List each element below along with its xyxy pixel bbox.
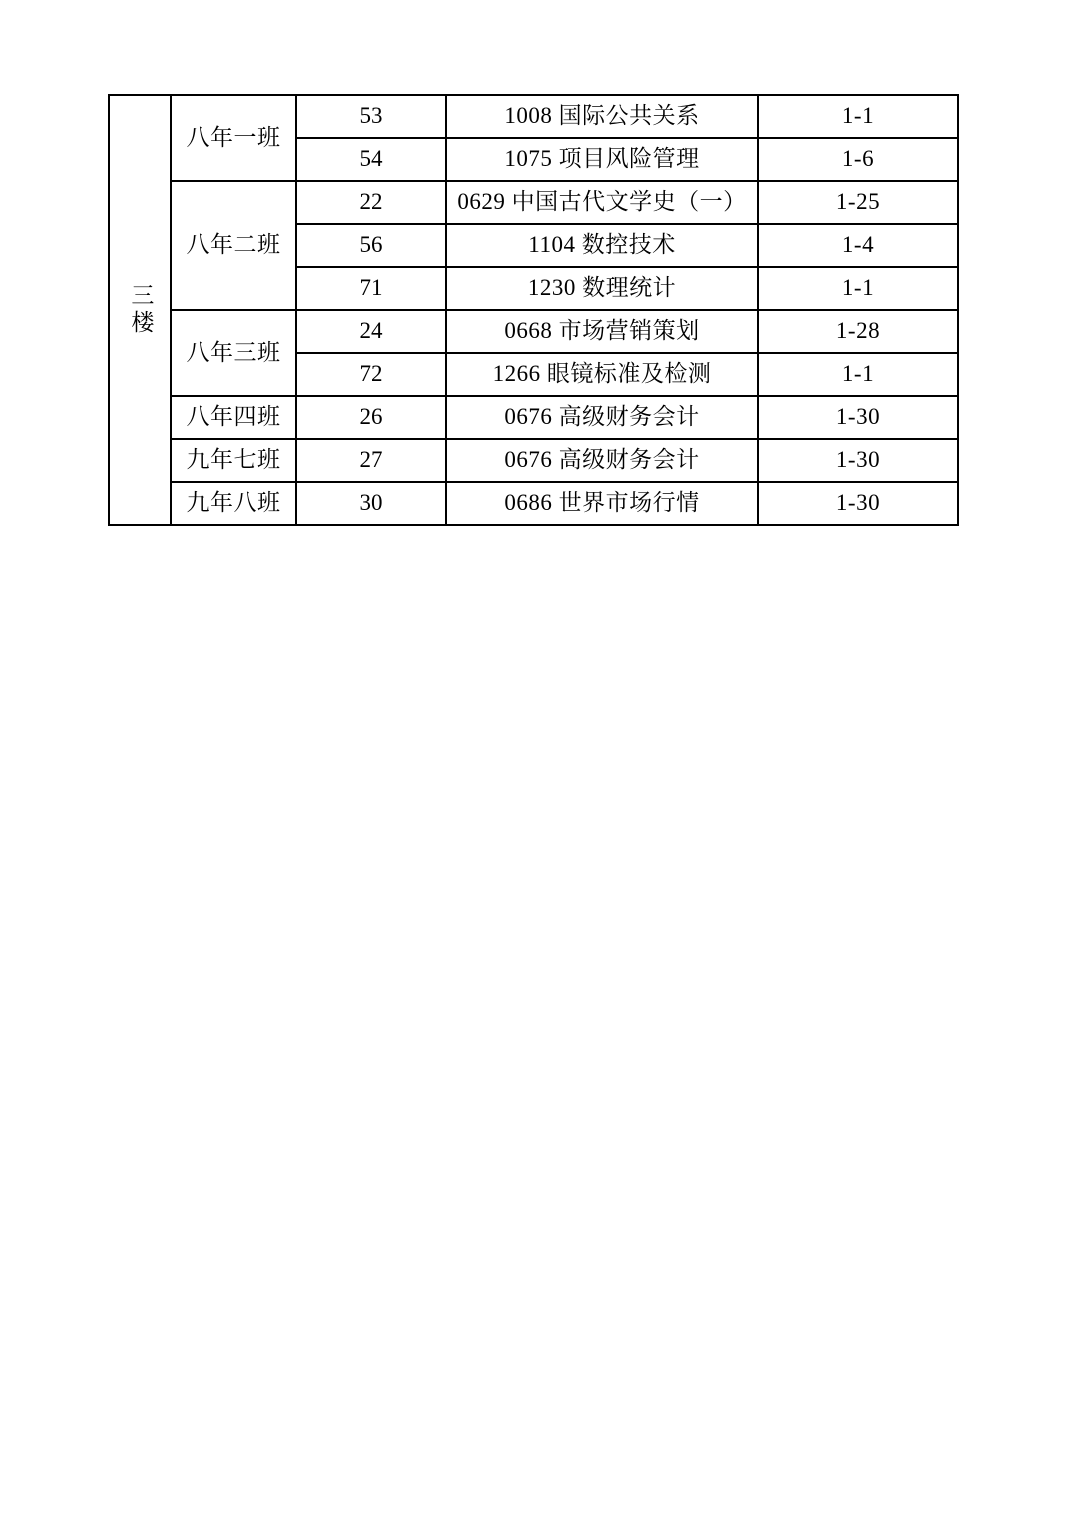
course-cell: 1075 项目风险管理 bbox=[446, 138, 758, 181]
room-cell: 1-28 bbox=[758, 310, 958, 353]
room-cell: 1-30 bbox=[758, 439, 958, 482]
seat-cell: 27 bbox=[296, 439, 446, 482]
seat-cell: 24 bbox=[296, 310, 446, 353]
table-row bbox=[109, 310, 958, 353]
seat-cell: 71 bbox=[296, 267, 446, 310]
course-cell: 1266 眼镜标准及检测 bbox=[446, 353, 758, 396]
course-cell: 0629 中国古代文学史（一） bbox=[446, 181, 758, 224]
class-cell: 九年八班 bbox=[171, 482, 296, 525]
course-cell: 1008 国际公共关系 bbox=[446, 95, 758, 138]
room-cell: 1-6 bbox=[758, 138, 958, 181]
exam-schedule-table bbox=[108, 94, 959, 526]
course-cell: 0676 高级财务会计 bbox=[446, 439, 758, 482]
room-cell: 1-1 bbox=[758, 95, 958, 138]
course-cell: 0668 市场营销策划 bbox=[446, 310, 758, 353]
table-row bbox=[109, 439, 958, 482]
table-row bbox=[109, 181, 958, 224]
table-row bbox=[109, 396, 958, 439]
course-cell: 1104 数控技术 bbox=[446, 224, 758, 267]
room-cell: 1-25 bbox=[758, 181, 958, 224]
table-body bbox=[109, 95, 958, 525]
course-cell: 0676 高级财务会计 bbox=[446, 396, 758, 439]
seat-cell: 56 bbox=[296, 224, 446, 267]
floor-cell bbox=[109, 95, 171, 525]
room-cell: 1-1 bbox=[758, 267, 958, 310]
table-row bbox=[109, 482, 958, 525]
course-cell: 0686 世界市场行情 bbox=[446, 482, 758, 525]
seat-cell: 54 bbox=[296, 138, 446, 181]
class-cell: 八年二班 bbox=[171, 181, 296, 310]
table-row bbox=[109, 95, 958, 138]
course-cell: 1230 数理统计 bbox=[446, 267, 758, 310]
seat-cell: 22 bbox=[296, 181, 446, 224]
room-cell: 1-30 bbox=[758, 482, 958, 525]
class-cell: 八年四班 bbox=[171, 396, 296, 439]
room-cell: 1-30 bbox=[758, 396, 958, 439]
room-cell: 1-4 bbox=[758, 224, 958, 267]
floor-label: 三楼 bbox=[128, 283, 154, 337]
class-cell: 八年三班 bbox=[171, 310, 296, 396]
class-cell: 九年七班 bbox=[171, 439, 296, 482]
seat-cell: 30 bbox=[296, 482, 446, 525]
room-cell: 1-1 bbox=[758, 353, 958, 396]
seat-cell: 53 bbox=[296, 95, 446, 138]
seat-cell: 72 bbox=[296, 353, 446, 396]
seat-cell: 26 bbox=[296, 396, 446, 439]
class-cell: 八年一班 bbox=[171, 95, 296, 181]
